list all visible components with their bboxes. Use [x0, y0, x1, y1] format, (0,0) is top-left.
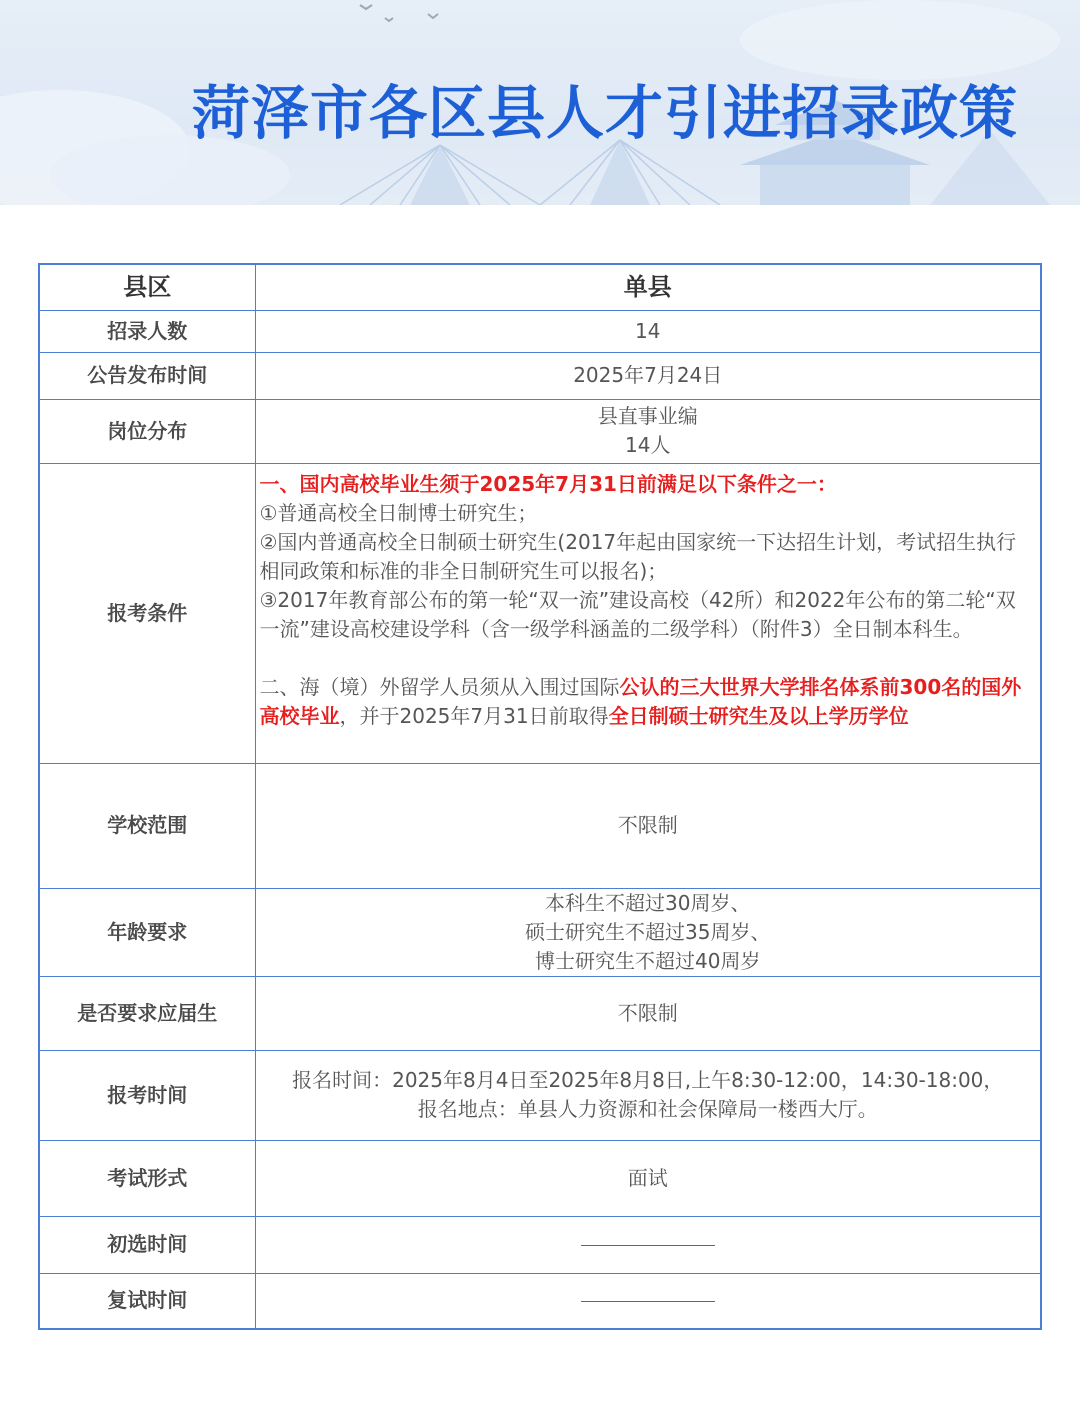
prelim-time-dash: [581, 1245, 715, 1246]
table-row-positions: [39, 399, 1041, 463]
retest-time-label: 复试时间: [39, 1273, 255, 1329]
table-header-row: [39, 264, 1041, 310]
school-scope-label: 学校范围: [39, 763, 255, 888]
table-row-recruit-count: [39, 310, 1041, 352]
recruit-count-label: 招录人数: [39, 310, 255, 352]
exam-form-value: 面试: [255, 1140, 1041, 1216]
apply-time-line-2: 报名地点：单县人力资源和社会保障局一楼西大厅。: [417, 1097, 878, 1121]
table-row-apply-time: [39, 1050, 1041, 1140]
overseas-text-c: ，并于2025年7月31日前取得: [339, 703, 609, 728]
age-value: [255, 888, 1041, 976]
conditions-value: [255, 463, 1041, 763]
conditions-item-1: ①普通高校全日制博士研究生；: [259, 500, 538, 525]
positions-value: [255, 399, 1041, 463]
header-banner: [0, 0, 1080, 205]
table-row-announce-date: [39, 352, 1041, 399]
fresh-grad-value: 不限制: [255, 976, 1041, 1050]
apply-time-label: 报考时间: [39, 1050, 255, 1140]
retest-time-value: [255, 1273, 1041, 1329]
recruit-count-value: 14: [255, 310, 1041, 352]
positions-label: 岗位分布: [39, 399, 255, 463]
overseas-text-a: 二、海（境）外留学人员须从入围过国际: [259, 674, 620, 699]
conditions-spacer: [260, 644, 1035, 673]
age-line-2: 硕士研究生不超过35周岁、: [525, 919, 771, 944]
retest-time-dash: [581, 1301, 715, 1302]
announce-date-label: 公告发布时间: [39, 352, 255, 399]
table-row-conditions: [39, 463, 1041, 763]
exam-form-label: 考试形式: [39, 1140, 255, 1216]
positions-line-1: 县直事业编: [597, 404, 698, 428]
table-row-age: [39, 888, 1041, 976]
overseas-text-d: 全日制硕士研究生及以上学历学位: [608, 703, 909, 728]
conditions-overseas: [260, 673, 1035, 731]
table-row-retest-time: [39, 1273, 1041, 1329]
apply-time-line-1: 报名时间：2025年8月4日至2025年8月8日,上午8:30-12:00，14:30-18:00，: [292, 1068, 1004, 1092]
prelim-time-label: 初选时间: [39, 1216, 255, 1273]
conditions-item-3: ③2017年教育部公布的第一轮“双一流”建设高校（42所）和2022年公布的第二轮“双一流”建设高校建设学科（含一级学科涵盖的二级学科）（附件3）全日制本科生。: [259, 587, 1016, 641]
header-county-label: 县区: [39, 264, 255, 310]
page-title: 菏泽市各区县人才引进招录政策: [191, 79, 1018, 147]
age-line-3: 博士研究生不超过40周岁: [535, 948, 761, 973]
age-label: 年龄要求: [39, 888, 255, 976]
school-scope-value: 不限制: [255, 763, 1041, 888]
table-row-fresh-grad: [39, 976, 1041, 1050]
conditions-label: 报考条件: [39, 463, 255, 763]
prelim-time-value: [255, 1216, 1041, 1273]
overseas-text-b: 公认的三大世界大学排名体系前300名的国外高校毕业: [259, 674, 1022, 728]
header-county-value: 单县: [255, 264, 1041, 310]
age-line-1: 本科生不超过30周岁、: [545, 890, 751, 915]
fresh-grad-label: 是否要求应届生: [39, 976, 255, 1050]
conditions-domestic-title: 一、国内高校毕业生须于2025年7月31日前满足以下条件之一：: [259, 471, 837, 496]
table-row-school-scope: [39, 763, 1041, 888]
table-row-exam-form: [39, 1140, 1041, 1216]
positions-line-2: 14人: [625, 433, 671, 457]
table-row-prelim-time: [39, 1216, 1041, 1273]
policy-table: [38, 263, 1042, 1330]
conditions-item-2: ②国内普通高校全日制硕士研究生(2017年起由国家统一下达招生计划，考试招生执行相同政策和标准的非全日制研究生可以报名)；: [259, 529, 1017, 583]
apply-time-value: [255, 1050, 1041, 1140]
announce-date-value: 2025年7月24日: [255, 352, 1041, 399]
